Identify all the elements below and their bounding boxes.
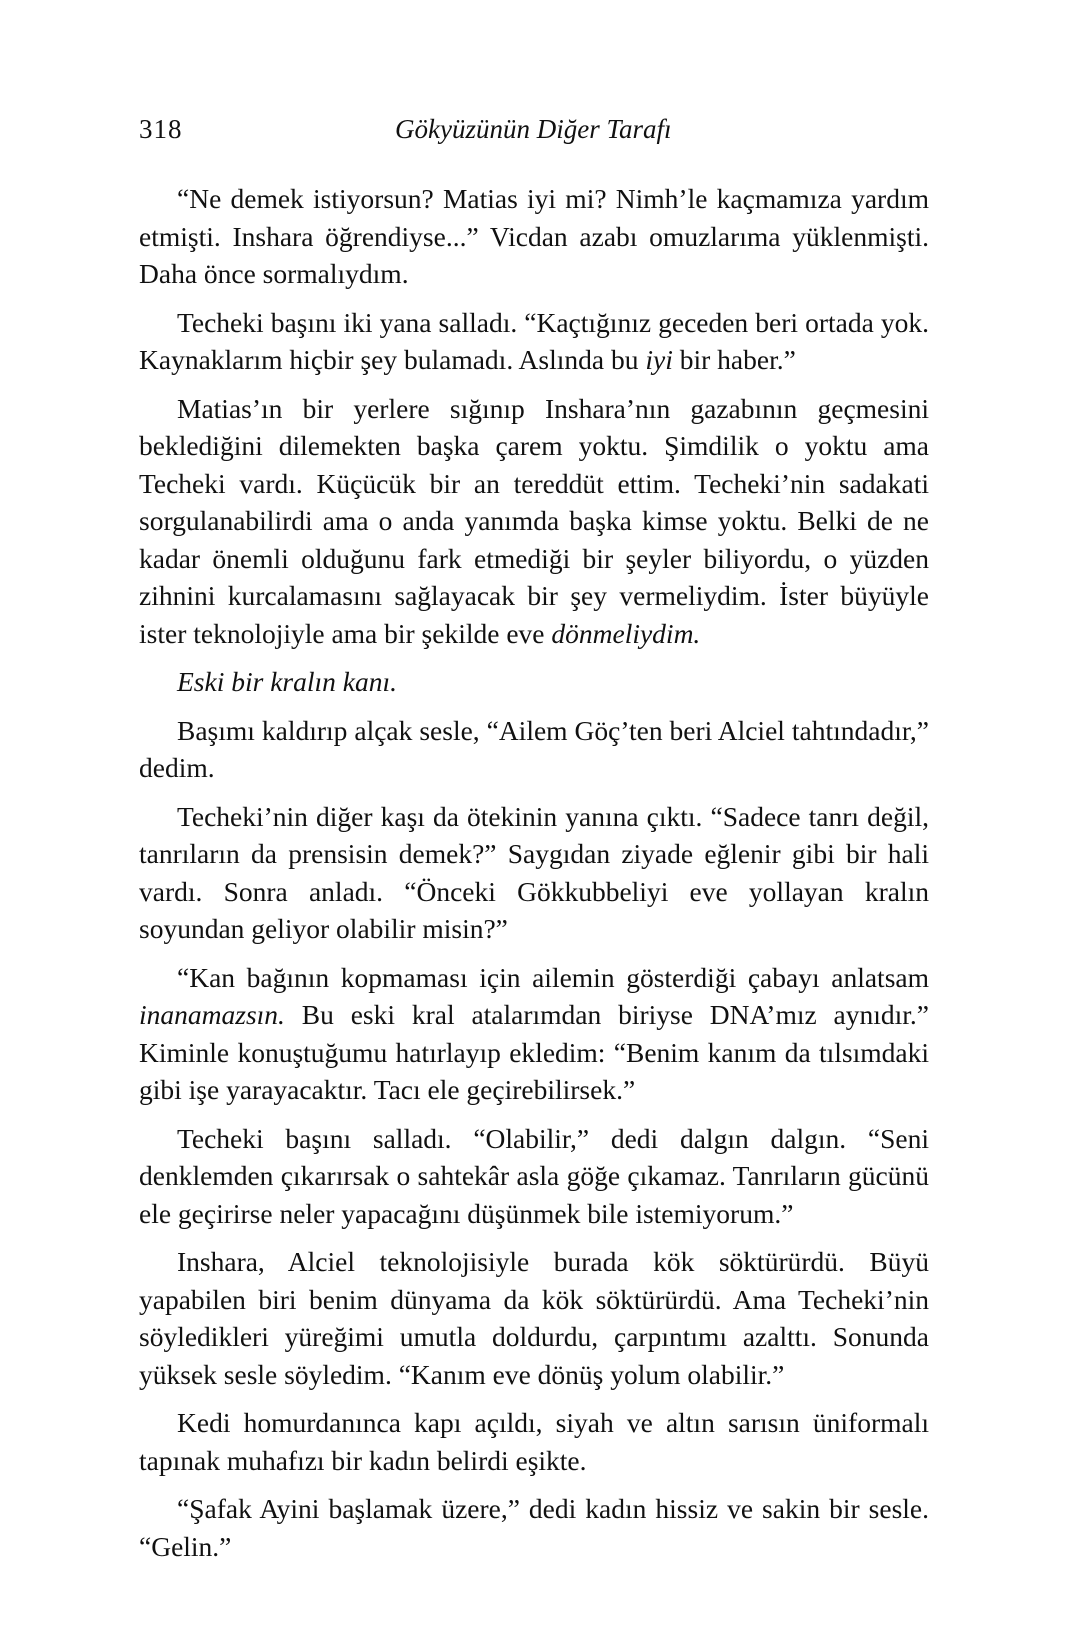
text-segment: Eski bir kralın kanı. — [177, 666, 397, 697]
text-segment: Techeki’nin diğer kaşı da ötekinin yanına çıktı. “Sadece tanrı değil, tanrıların da prensisin demek?” Saygıdan ziyade eğlenir gibi bir hali vardı. Sonra anladı. “Önceki Gökkubbeliyi eve yollayan kralın soyundan geliyor olabilir misin?” — [139, 800, 929, 944]
paragraph — [139, 798, 929, 948]
text-segment: “Şafak Ayini başlamak üzere,” dedi kadın hissiz ve sakin bir sesle. “Gelin.” — [139, 1493, 929, 1562]
body-text — [139, 180, 929, 1576]
text-segment: Matias’ın bir yerlere sığınıp Inshara’nın gazabının geçmesini beklediğini dilemekten başka çarem yoktu. Şimdilik o yoktu ama Techeki vardı. Küçücük bir an tereddüt ettim. Techeki’nin sadakati sorgulanabilirdi ama o anda yanımda başka kimse yoktu. Belki de ne kadar önemli olduğunu fark etmediği bir şeyler biliyordu, o yüzden zihnini kurcalamasını sağlayacak bir şey vermeliydim. İster büyüyle ister teknolojiyle ama bir şekilde eve — [139, 392, 929, 649]
text-segment: Techeki başını iki yana salladı. “Kaçtığınız geceden beri ortada yok. Kaynaklarım hiçbir şey bulamadı. Aslında bu — [139, 306, 929, 375]
paragraph — [139, 663, 929, 701]
paragraph — [139, 959, 929, 1109]
paragraph — [139, 180, 929, 293]
text-segment: Kedi homurdanınca kapı açıldı, siyah ve altın sarısın üniformalı tapınak muhafızı bir kadın belirdi eşikte. — [139, 1407, 929, 1476]
paragraph — [139, 1120, 929, 1233]
italic-text: inanamazsın. — [139, 999, 285, 1030]
running-title: Gökyüzünün Diğer Tarafı — [395, 114, 672, 144]
text-segment: “Kan bağının kopmaması için ailemin gösterdiği çabayı anlatsam — [177, 961, 929, 993]
paragraph — [139, 1490, 929, 1565]
paragraph — [139, 304, 929, 379]
text-segment: “Ne demek istiyorsun? Matias iyi mi? Nimh’le kaçmamıza yardım etmişti. Inshara öğrendiyse...” Vicdan azabı omuzlarıma yüklenmişti. Daha önce sormalıydım. — [139, 183, 929, 289]
paragraph — [139, 1404, 929, 1479]
page-number: 318 — [139, 114, 183, 144]
text-segment: Başımı kaldırıp alçak sesle, “Ailem Göç’ten beri Alciel tahtındadır,” dedim. — [139, 714, 929, 783]
paragraph — [139, 390, 929, 653]
text-segment: Techeki başını salladı. “Olabilir,” dedi dalgın dalgın. “Seni denklemden çıkarırsak o sahtekâr asla göğe çıkamaz. Tanrıların gücünü ele geçirirse neler yapacağını düşünmek bile istemiyorum.” — [139, 1122, 929, 1229]
text-segment: bir haber.” — [672, 344, 796, 375]
paragraph — [139, 1243, 929, 1393]
paragraph — [139, 712, 929, 787]
italic-text: dönmeliydim. — [551, 617, 701, 649]
text-segment: Bu eski kral atalarımdan biriyse DNA’mız aynıdır.” Kiminle konuştuğumu hatırlayıp ekledim: “Benim kanım da tılsımdaki gibi işe yarayacaktır. Tacı ele geçirebilirsek.” — [139, 999, 929, 1105]
text-segment: Inshara, Alciel teknolojisiyle burada kök söktürürdü. Büyü yapabilen biri benim dünyama da kök söktürürdü. Ama Techeki’nin söyledikleri yüreğimi umutla doldurdu, çarpıntımı azalttı. Sonunda yüksek sesle söyledim. “Kanım eve dönüş yolum olabilir.” — [139, 1246, 929, 1390]
page-header — [139, 114, 939, 154]
italic-text: iyi — [645, 344, 673, 375]
